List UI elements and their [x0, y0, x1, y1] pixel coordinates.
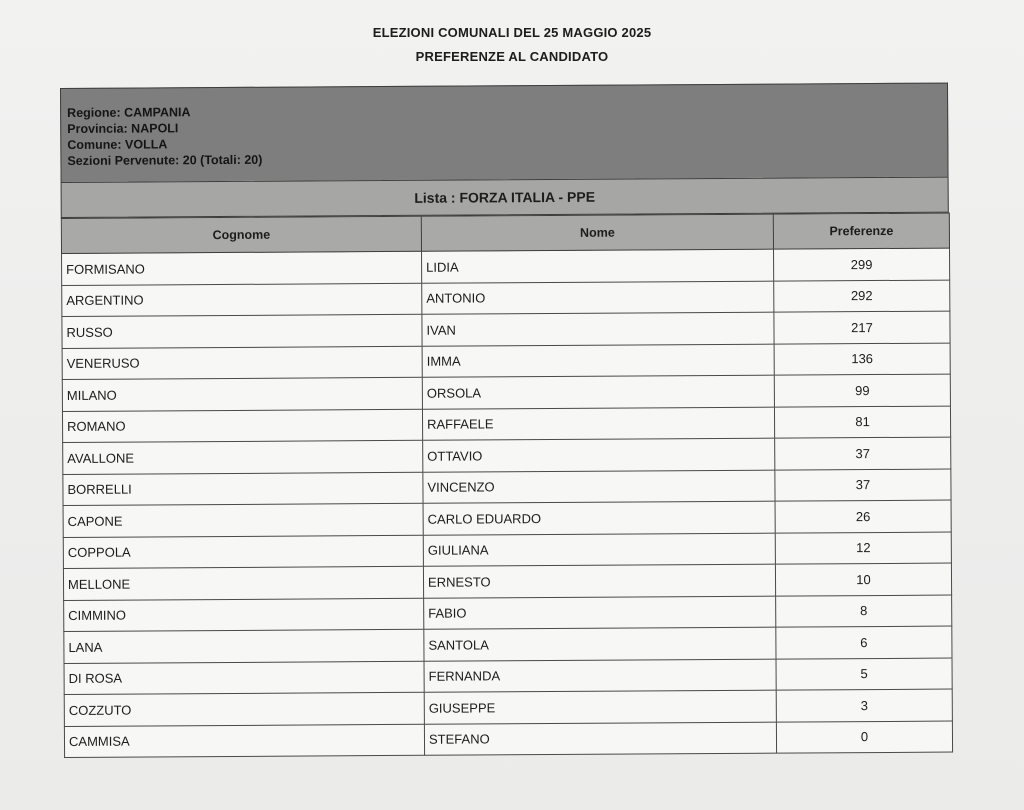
header-nome: Nome — [421, 214, 773, 251]
cell-preferenze: 5 — [776, 658, 952, 691]
cell-nome: STEFANO — [424, 722, 776, 756]
cell-preferenze: 6 — [776, 626, 952, 659]
preferences-table — [61, 213, 953, 758]
document-title: ELEZIONI COMUNALI DEL 25 MAGGIO 2025 — [372, 25, 652, 40]
header-preferenze: Preferenze — [773, 213, 949, 249]
cell-preferenze: 10 — [775, 563, 951, 596]
cell-cognome: MILANO — [62, 377, 422, 411]
cell-nome: ANTONIO — [422, 281, 774, 315]
cell-cognome: RUSSO — [62, 314, 422, 348]
cell-cognome: COZZUTO — [64, 692, 424, 726]
cell-cognome: CAPONE — [63, 503, 423, 537]
cell-cognome: ROMANO — [62, 409, 422, 443]
table-header-row — [61, 213, 949, 253]
cell-nome: ORSOLA — [422, 375, 774, 409]
cell-cognome: DI ROSA — [64, 661, 424, 695]
cell-cognome: VENERUSO — [62, 346, 422, 380]
cell-nome: RAFFAELE — [422, 407, 774, 441]
cell-nome: OTTAVIO — [423, 438, 775, 472]
info-sezioni: Sezioni Pervenute: 20 (Totali: 20) — [67, 152, 263, 168]
cell-preferenze: 99 — [774, 374, 950, 407]
cell-preferenze: 26 — [775, 500, 951, 533]
cell-cognome: ARGENTINO — [62, 283, 422, 317]
cell-nome: IVAN — [422, 312, 774, 346]
cell-cognome: AVALLONE — [63, 440, 423, 474]
cell-preferenze: 3 — [776, 689, 952, 722]
cell-cognome: LANA — [64, 629, 424, 663]
cell-nome: FABIO — [424, 596, 776, 630]
info-box — [60, 83, 949, 182]
cell-preferenze: 37 — [775, 437, 951, 470]
cell-cognome: CAMMISA — [64, 724, 424, 758]
table-row — [64, 721, 952, 758]
cell-nome: VINCENZO — [423, 470, 775, 504]
cell-preferenze: 37 — [775, 469, 951, 502]
cell-nome: LIDIA — [422, 249, 774, 283]
cell-nome: FERNANDA — [424, 659, 776, 693]
cell-preferenze: 81 — [774, 406, 950, 439]
cell-nome: ERNESTO — [423, 564, 775, 598]
cell-cognome: BORRELLI — [63, 472, 423, 506]
info-provincia: Provincia: NAPOLI — [67, 121, 179, 136]
cell-preferenze: 136 — [774, 343, 950, 376]
cell-preferenze: 299 — [773, 248, 949, 281]
cell-preferenze: 217 — [774, 311, 950, 344]
cell-cognome: FORMISANO — [62, 251, 422, 285]
cell-nome: GIUSEPPE — [424, 690, 776, 724]
header-cognome: Cognome — [61, 216, 421, 253]
cell-preferenze: 8 — [776, 595, 952, 628]
list-name-bar: Lista : FORZA ITALIA - PPE — [61, 177, 949, 218]
cell-preferenze: 292 — [774, 280, 950, 313]
cell-nome: IMMA — [422, 344, 774, 378]
cell-nome: GIULIANA — [423, 533, 775, 567]
cell-nome: CARLO EDUARDO — [423, 501, 775, 535]
cell-cognome: MELLONE — [63, 566, 423, 600]
cell-cognome: COPPOLA — [63, 535, 423, 569]
cell-cognome: CIMMINO — [64, 598, 424, 632]
document-subtitle: PREFERENZE AL CANDIDATO — [415, 49, 609, 64]
cell-preferenze: 0 — [776, 721, 952, 754]
cell-nome: SANTOLA — [424, 627, 776, 661]
cell-preferenze: 12 — [775, 532, 951, 565]
info-regione: Regione: CAMPANIA — [67, 105, 191, 120]
results-sheet — [60, 83, 952, 758]
info-comune: Comune: VOLLA — [67, 137, 168, 152]
